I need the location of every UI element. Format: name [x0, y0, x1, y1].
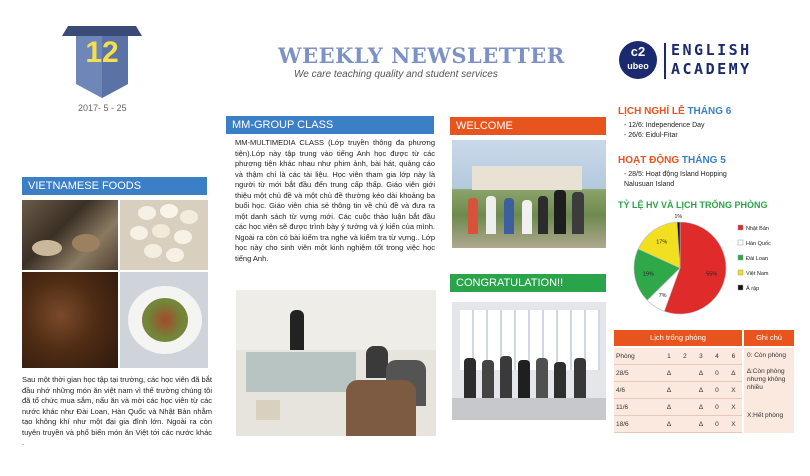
food-photo-dishes — [22, 200, 118, 270]
mm-group-heading: MM-GROUP CLASS — [226, 116, 434, 134]
schedule-cell: Phòng — [614, 348, 661, 365]
academy-logo — [619, 41, 789, 83]
schedule-row — [614, 382, 742, 399]
schedule-header-right: Ghi chú — [744, 330, 794, 346]
holidays-heading: LỊCH NGHỈ LỄ THÁNG 6 — [618, 106, 732, 117]
schedule-cell: 1 — [661, 348, 677, 365]
schedule-cell: 0 — [709, 382, 725, 399]
schedule-cell: X — [725, 382, 742, 399]
schedule-cell: X — [725, 399, 742, 416]
schedule-cell: 18/6 — [614, 416, 661, 433]
pie-data-label: 19% — [642, 271, 654, 278]
legend-swatch — [738, 225, 743, 230]
newsletter-title: WEEKLY NEWSLETTER — [278, 43, 565, 68]
pie-data-label: 7% — [658, 293, 667, 300]
schedule-cell: 2 — [677, 348, 693, 365]
schedule-cell: 6 — [725, 348, 742, 365]
schedule-cell: ∆ — [725, 365, 742, 382]
mm-group-text: MM-MULTIMEDIA CLASS (Lớp truyền thông đa phương tiện).Lớp này tập trung vào tiếng Anh học được từ các phương tiện khác nhau như phim ảnh, bài hát, quảng cáo và thậm chí là các tài liệu. Học viên tham gia lớp này là người từ mới bắt đầu đến trung cấp thấp. Giáo viên giới thiệu một chủ đề và một chủ đề thường kéo dài khoảng ba buổi học. Giáo viên chia sẻ thông tin về chủ đề và đưa ra một danh sách từ vựng mới. Các cuộc thảo luận bắt đầu các học viên sẽ được trình bày ý tưởng và ý kiến của mình. Ngoài ra còn có bài kiểm tra nghe và kiểm tra từ vựng.. Lớp học này cho sinh viên một kinh nghiệm tốt trong việc học tiếng Anh. — [235, 138, 435, 263]
legend-label: Hàn Quốc — [746, 241, 771, 247]
schedule-cell — [677, 416, 693, 433]
schedule-cell: 28/5 — [614, 365, 661, 382]
vietnamese-foods-text: Sau một thời gian học tập tại trường, các học viên đã bắt đầu nhớ những món ăn việt nam vì thế trường chúng tôi đã tổ chức mua sắm, nấu ăn và mời các học viên từ các nước khác như Đài Loan, Hàn Quốc và Nhật Bản nhằm tạo không khí như một đại gia đình lớn. Ngoài ra còn tuyên truyền và phổ biến món ăn Việt tới các nước khác . — [22, 375, 212, 447]
legend-swatch — [738, 255, 743, 260]
pie-data-label: 55% — [706, 271, 718, 278]
schedule-table — [614, 330, 794, 433]
activities-heading: HOẠT ĐỘNG THÁNG 5 — [618, 155, 726, 166]
congratulation-photo — [452, 302, 606, 420]
schedule-note: 0: Còn phòng — [747, 352, 787, 359]
schedule-cell: ∆ — [693, 365, 709, 382]
pie-data-label: 1% — [674, 214, 683, 221]
schedule-note: ∆:Còn phòng nhưng không nhiều — [747, 368, 786, 391]
legend-swatch — [738, 285, 743, 290]
schedule-cell — [677, 382, 693, 399]
schedule-cell: ∆ — [661, 365, 677, 382]
legend-label: Đài Loan — [746, 256, 769, 262]
schedule-cell: 0 — [709, 399, 725, 416]
holiday-item: - 12/6: Independence Day — [624, 122, 705, 129]
logo-divider — [664, 43, 666, 79]
pie-data-label: 17% — [656, 239, 668, 246]
schedule-cell: ∆ — [693, 382, 709, 399]
schedule-cell: 11/6 — [614, 399, 661, 416]
legend-label: Việt Nam — [746, 271, 769, 277]
legend-swatch — [738, 240, 743, 245]
schedule-row — [614, 399, 742, 416]
welcome-heading: WELCOME — [450, 117, 606, 135]
schedule-grid — [614, 348, 742, 433]
logo-text-academy: ACADEMY — [671, 60, 752, 78]
schedule-cell: ∆ — [661, 399, 677, 416]
classroom-photo — [236, 290, 436, 436]
schedule-cell: 3 — [693, 348, 709, 365]
food-photo-eggs — [120, 200, 208, 270]
food-photo-plate — [120, 272, 208, 368]
logo-text-english: ENGLISH — [671, 41, 752, 59]
schedule-cell: ∆ — [661, 382, 677, 399]
activity-item: Nalusuan Island — [624, 181, 675, 188]
schedule-cell: 4 — [709, 348, 725, 365]
schedule-notes — [744, 348, 794, 433]
schedule-row — [614, 365, 742, 382]
schedule-cell: X — [725, 416, 742, 433]
activity-item: - 28/5: Hoạt động Island Hopping — [624, 171, 727, 178]
schedule-row — [614, 348, 742, 365]
issue-date: 2017- 5 - 25 — [78, 103, 127, 113]
schedule-cell — [677, 399, 693, 416]
schedule-row — [614, 416, 742, 433]
schedule-header-left: Lịch trống phòng — [614, 330, 742, 346]
schedule-cell: ∆ — [661, 416, 677, 433]
vietnamese-foods-heading: VIETNAMESE FOODS — [22, 177, 207, 195]
legend-label: Nhật Bản — [746, 226, 769, 232]
newsletter-subtitle: We care teaching quality and student services — [294, 69, 498, 80]
issue-number: 12 — [85, 36, 119, 69]
schedule-cell: 4/6 — [614, 382, 661, 399]
schedule-cell: 0 — [709, 365, 725, 382]
holiday-item: - 26/6: Eidul-Fitar — [624, 132, 678, 139]
congratulation-heading: CONGRATULATION!! — [450, 274, 606, 292]
nationality-pie-chart — [628, 210, 796, 322]
logo-badge: c2 ubeo — [619, 41, 657, 79]
schedule-cell: 0 — [709, 416, 725, 433]
ratio-heading: TỶ LỆ HV VÀ LỊCH TRỐNG PHÒNG — [618, 200, 768, 210]
schedule-cell: ∆ — [693, 399, 709, 416]
legend-swatch — [738, 270, 743, 275]
schedule-cell — [677, 365, 693, 382]
schedule-note: X:Hết phòng — [747, 412, 784, 419]
food-photo-meat — [22, 272, 118, 368]
welcome-photo — [452, 140, 606, 248]
legend-label: Ả rập — [746, 286, 760, 292]
schedule-cell: ∆ — [693, 416, 709, 433]
